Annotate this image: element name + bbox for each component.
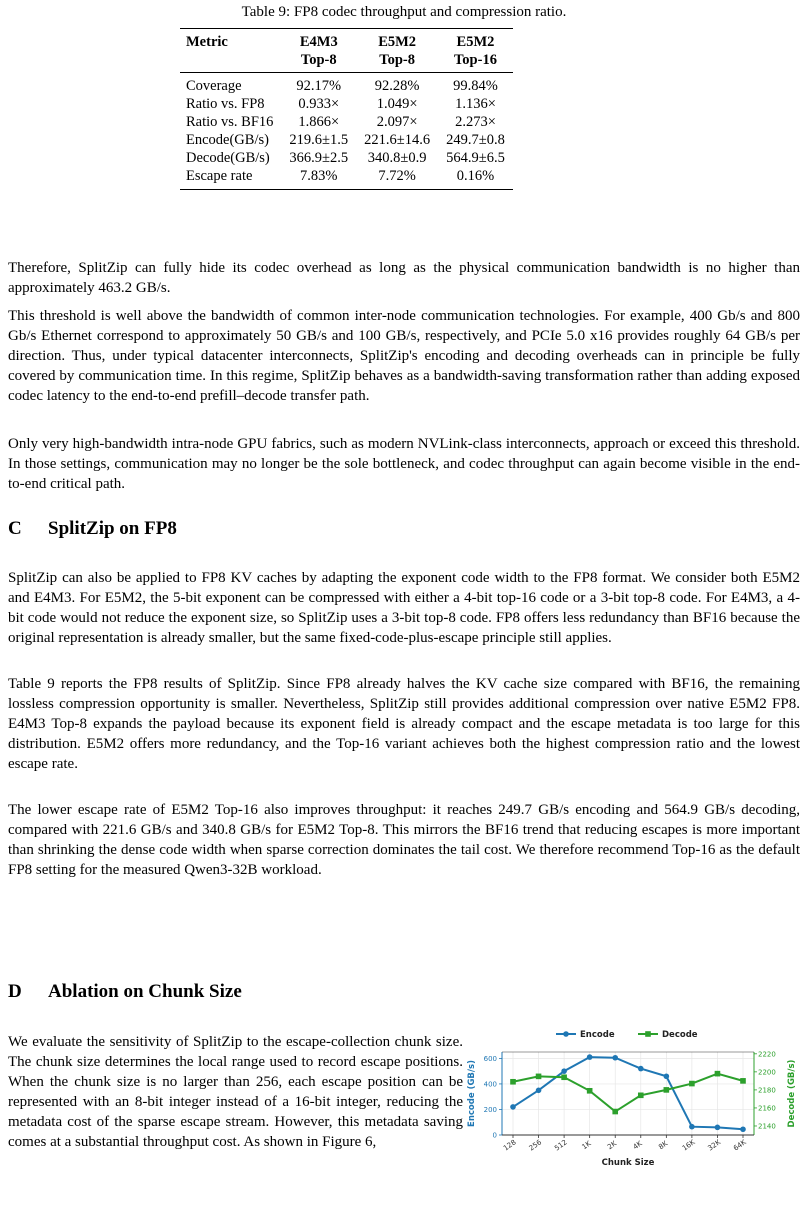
encode-point: [510, 1104, 516, 1110]
table-cell: 1.866×: [298, 114, 340, 130]
table-caption: Table 9: FP8 codec throughput and compression ratio.: [241, 4, 567, 20]
header-cell: Top-8: [281, 51, 356, 73]
paragraph: This threshold is well above the bandwidth of common inter-node communication technologies. For example, 400 Gb/s and 800 Gb/s Ethernet correspond to approximately 50 GB/s and 100 GB/s, respectively, and PCIe 5.0 x16 provides roughly 64 GB/s per direction. Thus, under typical datacenter interconnects, SplitZip's encoding and decoding overheads can in principle be fully covered by communication time. In this regime, SplitZip behaves as a bandwidth-saving transformation rather than adding exposed codec latency to the end-to-end prefill–decode transfer path.: [8, 308, 800, 404]
section-title: SplitZip on FP8: [48, 518, 177, 539]
header-cell: E5M2: [356, 29, 438, 52]
fp8-results-table: [180, 28, 513, 190]
paragraph: Therefore, SplitZip can fully hide its codec overhead as long as the physical communication bandwidth is no higher than approximately 463.2 GB/s.: [8, 260, 800, 296]
table-cell: 92.17%: [296, 78, 342, 94]
right-tick-label: 2220: [758, 1050, 776, 1059]
encode-series-line: [513, 1057, 743, 1129]
table-cell: 7.83%: [281, 167, 356, 190]
table-cell: 340.8±0.9: [367, 150, 427, 166]
table-row: [180, 113, 513, 131]
header-cell: Top-8: [356, 51, 438, 73]
left-tick-label: 600: [483, 1054, 497, 1063]
section-number: D: [8, 981, 22, 1002]
table-cell: Ratio vs. FP8: [186, 96, 265, 112]
table-cell: Decode(GB/s): [186, 150, 270, 166]
right-tick-label: 2160: [758, 1104, 776, 1113]
legend-marker: [645, 1031, 651, 1037]
table-row: [180, 73, 513, 96]
table-cell: 0.16%: [438, 167, 513, 190]
left-tick-label: 400: [483, 1080, 497, 1089]
table-cell: Coverage: [186, 78, 242, 94]
section-heading: [8, 518, 177, 540]
decode-point: [510, 1079, 516, 1085]
x-tick-label: 128: [502, 1138, 518, 1153]
table-cell: 7.72%: [356, 167, 438, 190]
left-tick-label: 0: [492, 1131, 497, 1140]
encode-point: [638, 1066, 644, 1072]
encode-point: [664, 1073, 670, 1079]
section-title: Ablation on Chunk Size: [48, 981, 242, 1002]
header-cell: E5M2: [438, 29, 513, 52]
encode-point: [612, 1055, 618, 1061]
legend-label: Decode: [662, 1030, 698, 1040]
table-cell: 564.9±6.5: [446, 150, 505, 166]
table-row: [180, 167, 513, 190]
paragraph: The lower escape rate of E5M2 Top-16 also improves throughput: it reaches 249.7 GB/s encoding and 564.9 GB/s decoding, compared with 221.6 GB/s and 340.8 GB/s for E5M2 Top-8. This mirrors the BF16 trend that reducing escapes is more important than shrinking the dense code width when sparse correction dominates the tail cost. We therefore recommend Top-16 as the default FP8 setting for the measured Qwen3-32B workload.: [8, 802, 800, 878]
table-row: [180, 149, 513, 167]
table-cell: Escape rate: [180, 167, 281, 190]
table-cell: 92.28%: [374, 78, 420, 94]
right-tick-label: 2140: [758, 1122, 776, 1131]
left-axis-label: Encode (GB/s): [467, 1060, 477, 1127]
table-cell: 1.136×: [455, 96, 496, 112]
table-cell: 2.273×: [455, 114, 496, 130]
header-cell: E4M3: [281, 29, 356, 52]
table-header-row: [180, 29, 513, 52]
decode-point: [715, 1071, 721, 1077]
x-tick-label: 8K: [657, 1139, 670, 1152]
decode-point: [638, 1093, 644, 1099]
table-cell: 2.097×: [376, 114, 418, 130]
table-cell: Encode(GB/s): [186, 132, 269, 148]
encode-point: [689, 1124, 695, 1130]
table-cell: 1.049×: [376, 96, 418, 112]
table-header-row: [180, 51, 513, 73]
section-number: C: [8, 518, 22, 539]
table-cell: Ratio vs. BF16: [186, 114, 274, 130]
paragraph: Table 9 reports the FP8 results of SplitZip. Since FP8 already halves the KV cache size compared with BF16, the remaining lossless compression opportunity is smaller. Nevertheless, SplitZip still provides additional compression over native E5M2 FP8. E4M3 Top-8 expands the payload because its exponent field is already compact and the escape metadata is too large for this distribution. E5M2 offers more redundancy, and the Top-16 variant achieves both the highest compression ratio and the lowest escape rate.: [8, 676, 800, 772]
encode-point: [536, 1088, 542, 1094]
right-tick-label: 2200: [758, 1068, 776, 1077]
encode-point: [561, 1068, 567, 1074]
x-tick-label: 16K: [680, 1138, 697, 1153]
decode-point: [664, 1087, 670, 1093]
x-tick-label: 64K: [732, 1138, 748, 1153]
x-tick-label: 2K: [606, 1139, 619, 1152]
table-cell: 99.84%: [453, 78, 498, 94]
decode-point: [536, 1074, 542, 1080]
legend-marker: [563, 1031, 569, 1037]
left-tick-label: 200: [483, 1105, 497, 1114]
table-row: [180, 131, 513, 149]
table-cell: 219.6±1.5: [289, 132, 349, 148]
encode-point: [740, 1126, 746, 1132]
right-axis-label: Decode (GB/s): [787, 1059, 797, 1128]
x-axis-label: Chunk Size: [601, 1158, 655, 1168]
table-row: [180, 95, 513, 113]
right-tick-label: 2180: [758, 1086, 776, 1095]
header-cell: Metric: [180, 29, 281, 52]
decode-point: [561, 1074, 567, 1080]
encode-point: [587, 1054, 593, 1060]
x-tick-label: 256: [527, 1138, 544, 1153]
x-tick-label: 512: [553, 1138, 569, 1153]
decode-point: [587, 1088, 593, 1094]
header-cell: Top-16: [438, 51, 513, 73]
x-tick-label: 1K: [580, 1139, 593, 1152]
header-cell: [180, 51, 281, 73]
decode-point: [612, 1109, 618, 1115]
section-heading: [8, 981, 242, 1003]
table-cell: 0.933×: [298, 96, 340, 112]
x-tick-label: 4K: [631, 1139, 644, 1152]
x-tick-label: 32K: [706, 1138, 723, 1153]
chunk-size-chart: [464, 1024, 802, 1169]
paragraph: Only very high-bandwidth intra-node GPU fabrics, such as modern NVLink-class interconnects, approach or exceed this threshold. In those settings, communication may no longer be the sole bottleneck, and codec throughput can again become visible in the end-to-end critical path.: [8, 436, 800, 492]
decode-series-line: [513, 1074, 743, 1112]
table-cell: 249.7±0.8: [446, 132, 505, 148]
decode-point: [689, 1081, 695, 1087]
paragraph: We evaluate the sensitivity of SplitZip to the escape-collection chunk size. The chunk size determines the local range used to record escape positions. When the chunk size is no larger than 256, each escape position can be represented with an 8-bit integer instead of a 16-bit integer, reducing the metadata cost of the sparse escape stream. However, this metadata saving comes at a substantial throughput cost. As shown in Figure 6,: [8, 1034, 463, 1150]
table-cell: 221.6±14.6: [364, 132, 431, 148]
paragraph: SplitZip can also be applied to FP8 KV caches by adapting the exponent code width to the FP8 format. We consider both E5M2 and E4M3. For E5M2, the 5-bit exponent can be compressed with either a 4-bit top-16 code or a 3-bit top-8 code. For E4M3, a 4-bit code would not reduce the exponent size, so SplitZip uses a 3-bit top-8 code. FP8 offers less redundancy than BF16 because the original representation is already smaller, but the same fixed-code-plus-escape principle still applies.: [8, 570, 800, 646]
encode-point: [715, 1125, 721, 1131]
table-cell: 366.9±2.5: [289, 150, 349, 166]
decode-point: [740, 1078, 746, 1084]
legend-label: Encode: [580, 1030, 615, 1040]
